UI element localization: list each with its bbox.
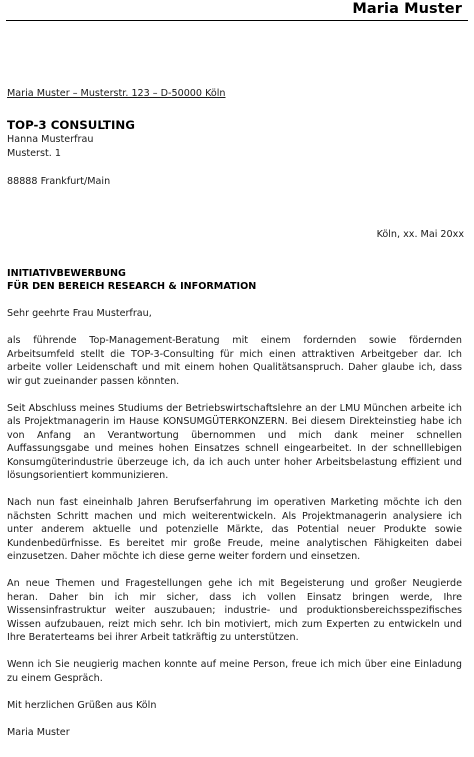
subject-line-1: INITIATIVBEWERBUNG bbox=[7, 268, 126, 279]
letter-date: Köln, xx. Mai 20xx bbox=[376, 229, 464, 240]
salutation: Sehr geehrte Frau Musterfrau, bbox=[7, 308, 152, 319]
body-paragraph: Wenn ich Sie neugierig machen konnte auf meine Person, freue ich mich über eine Einladung zu einem Gespräch. bbox=[7, 659, 462, 684]
body-paragraph: An neue Themen und Fragestellungen gehe ich mit Begeisterung und großer Neugierde heran. Daher bin ich mir sicher, dass ich vollen Einsatz bringen werde, Ihre Wissensinfrastruktur weiter auszubauen; industrie- und produktionsbereichsspezifisches Wissen aufzubauen, reizt mich sehr. Ich bin motiviert, mich zum Experten zu entwickeln und Ihre Beraterteams bei ihrer Arbeit tatkräftig zu unterstützen. bbox=[7, 578, 462, 643]
sender-address-line: Maria Muster – Musterstr. 123 – D-50000 Köln bbox=[7, 88, 226, 99]
recipient-street: Musterst. 1 bbox=[7, 148, 61, 159]
recipient-address bbox=[7, 117, 135, 189]
recipient-company: TOP-3 CONSULTING bbox=[7, 118, 135, 132]
signature: Maria Muster bbox=[7, 726, 70, 738]
header-name: Maria Muster bbox=[352, 1, 462, 17]
subject-line bbox=[7, 267, 256, 293]
subject-line-2: FÜR DEN BEREICH RESEARCH & INFORMATION bbox=[7, 281, 257, 292]
body-paragraph: Seit Abschluss meines Studiums der Betriebswirtschaftslehre an der LMU München arbeite ich als Projektmanagerin im Hause KONSUMGÜTERKONZERN. Bei diesem Direkteinstieg habe ich von Anfang an Verantwortung übernommen und mich dank meiner schnellen Auffassungsgabe und meines hohen Einsatzes schnell eingearbeitet. In der schnelllebigen Konsumgüterindustrie überzeuge ich, da ich auch unter hoher Arbeitsbelastung effizient und lösungsorientiert kommunizieren. bbox=[7, 402, 462, 481]
body-paragraph: als führende Top-Management-Beratung mit einem fordernden sowie fördernden Arbeitsumfeld stellt die TOP-3-Consulting für mich einen attraktiven Arbeitgeber dar. Ich arbeite voller Leidenschaft und mit einem hohen Qualitätsanspruch. Daher glaube ich, dass wir gut zueinander passen könnten. bbox=[7, 335, 462, 387]
closing: Mit herzlichen Grüßen aus Köln bbox=[7, 699, 157, 711]
letter-body bbox=[7, 307, 462, 753]
header-divider bbox=[6, 20, 468, 21]
body-paragraph: Nach nun fast eineinhalb Jahren Berufserfahrung im operativen Marketing möchte ich den nächsten Schritt machen und mich weiterentwickeln. Als Projektmanagerin analysiere ich unter anderem aktuelle und potenzielle Märkte, das Potential neuer Produkte sowie Kundenbedürfnisse. Es bereitet mir große Freude, meine analytischen Fähigkeiten dabei einzusetzen. Daher möchte ich diese gerne weiter fordern und einsetzen. bbox=[7, 497, 462, 562]
recipient-contact: Hanna Musterfrau bbox=[7, 134, 94, 145]
recipient-city: 88888 Frankfurt/Main bbox=[7, 176, 111, 187]
